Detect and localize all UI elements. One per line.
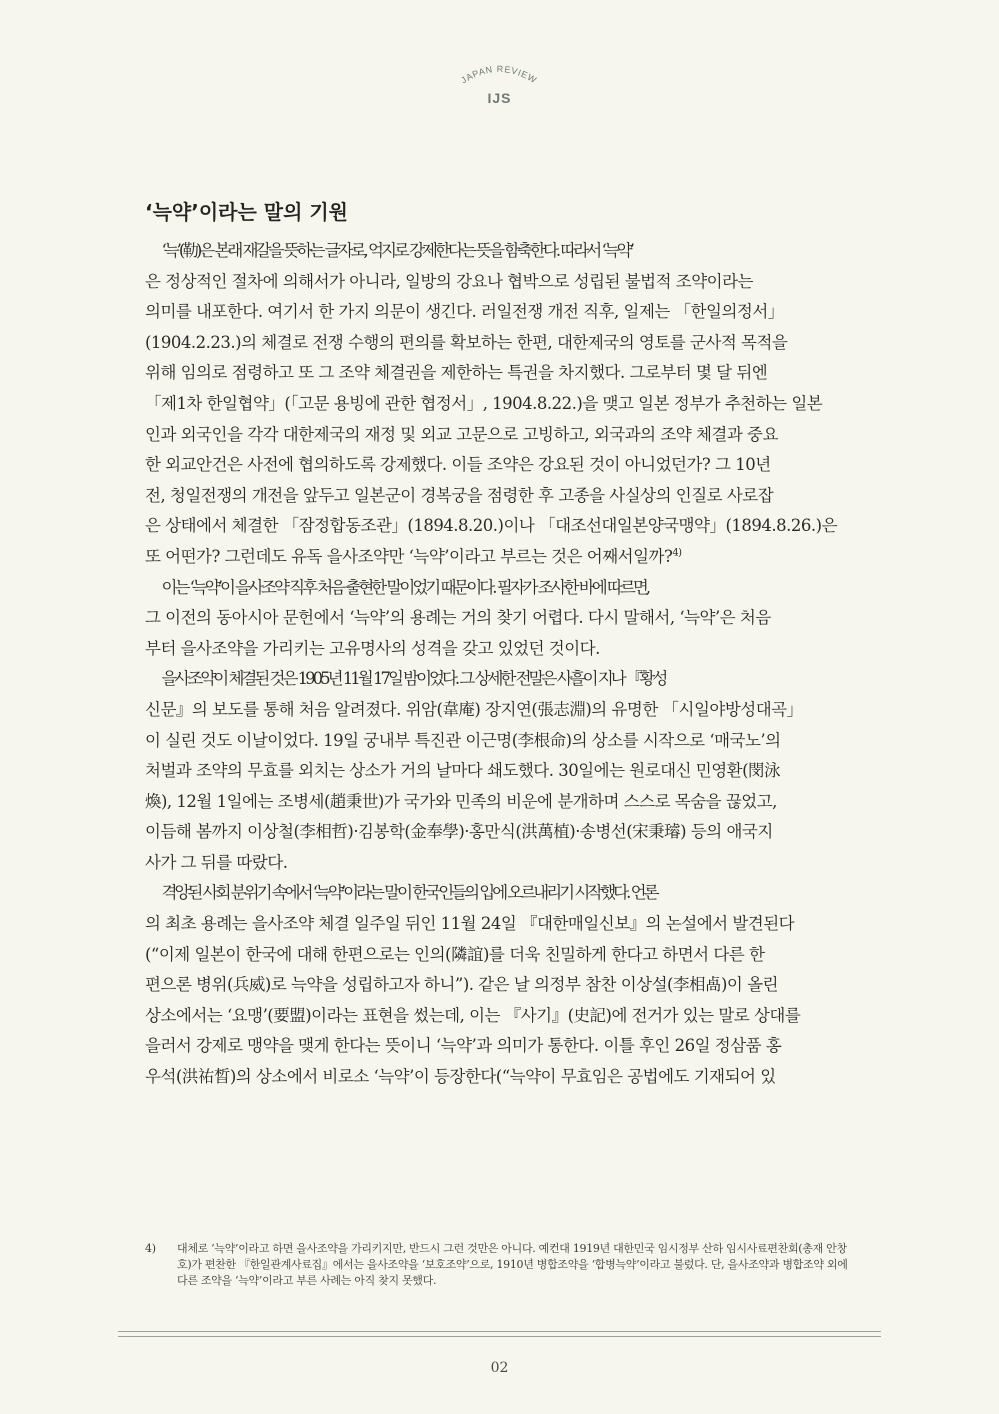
text-line: 전, 청일전쟁의 개전을 앞두고 일본군이 경복궁을 점령한 후 고종을 사실상의 인질로 사로잡	[145, 485, 774, 505]
text-line: 「제1차 한일협약」(「고문 용빙에 관한 협정서」, 1904.8.22.)을 맺고 일본 정부가 추천하는 일본	[145, 393, 823, 413]
text-line: 은 정상적인 절차에 의해서가 아니라, 일방의 강요나 협박으로 성립된 불법적 조약이라는	[145, 271, 753, 291]
text-line: 신문』의 보도를 통해 처음 알려졌다. 위암(韋庵) 장지연(張志淵)의 유명한 「시일야방성대곡」	[145, 699, 803, 719]
footnote-ref[interactable]: 4)	[672, 547, 682, 559]
text-line: 이는 ‘늑약’이 을사조약 직후 처음 출현한 말이었기 때문이다. 필자가 조사한 바에 따르면,	[161, 577, 649, 597]
text-line: ‘늑’(勒)은 본래 재갈을 뜻하는 글자로, 억지로 강제한다는 뜻을 함축한다. 따라서 ‘늑약’	[161, 241, 632, 260]
text-line: 격앙된 사회 분위기 속에서 ‘늑약’이라는 말이 한국인들의 입에 오르내리기 시작했다. 언론	[161, 883, 657, 903]
journal-logo-arc	[443, 50, 555, 94]
article-body	[145, 236, 857, 1093]
text-line: 이듬해 봄까지 이상철(李相哲)·김봉학(金奉學)·홍만식(洪萬植)·송병선(宋秉璿) 등의 애국지	[145, 822, 773, 842]
text-line: 煥), 12월 1일에는 조병세(趙秉世)가 국가와 민족의 비운에 분개하며 스스로 목숨을 끊었고,	[145, 791, 777, 811]
text-line: 편으론 병위(兵威)로 늑약을 성립하고자 하니”). 같은 날 의정부 참찬 이상설(李相卨)이 올린	[145, 975, 778, 995]
paragraph	[145, 573, 857, 665]
text-line: 상소에서는 ‘요맹’(要盟)이라는 표현을 썼는데, 이는 『사기』(史記)에 전거가 있는 말로 상대를	[145, 1005, 801, 1025]
journal-logo: IJS	[487, 90, 512, 106]
text-line: 처벌과 조약의 무효를 외치는 상소가 거의 날마다 쇄도했다. 30일에는 원로대신 민영환(閔泳	[145, 761, 781, 781]
text-line: (“이제 일본이 한국에 대해 한편으로는 인의(隣誼)를 더욱 친밀하게 한다고 하면서 다른 한	[145, 944, 765, 964]
text-line: 은 상태에서 체결한 「잠정합동조관」(1894.8.20.)이나 「대조선대일본양국맹약」(1894.8.26.)은	[145, 516, 838, 536]
text-line: 의 최초 용례는 을사조약 체결 일주일 뒤인 11월 24일 『대한매일신보』의 논설에서 발견된다	[145, 914, 795, 934]
text-line: 또 어떤가? 그런데도 유독 을사조약만 ‘늑약’이라고 부르는 것은 어째서일까?$^{4)}$	[145, 546, 682, 566]
footnote-number: 4)	[145, 1242, 156, 1255]
paragraph	[145, 236, 857, 573]
text-line: 을사조약이 체결된 것은 1905년 11월 17일 밤이었다. 그 상세한 전말은 사흘이 지나 『황성	[161, 669, 666, 689]
text-line: (1904.2.23.)의 체결로 전쟁 수행의 편의를 확보하는 한편, 대한제국의 영토를 군사적 목적을	[145, 332, 788, 352]
text-line: 이 실린 것도 이날이었다. 19일 궁내부 특진관 이근명(李根命)의 상소를 시작으로 ‘매국노’의	[145, 730, 781, 750]
text-line: 을러서 강제로 맹약을 맺게 한다는 뜻이니 ‘늑약’과 의미가 통한다. 이틀 후인 26일 정삼품 홍	[145, 1036, 782, 1056]
footer-rule-top	[118, 1331, 881, 1332]
footnote-text: 대체로 ‘늑약’이라고 하면 을사조약을 가리키지만, 반드시 그런 것만은 아니다. 예컨대 1919년 대한민국 임시정부 산하 임시사료편찬회(총재 안창호)가 편찬한 『한일관계사료집』에서는 을사조약을 ‘보호조약’으로, 1910년 병합조약을 ‘합병늑약’이라고 불렀다. 단, 을사조약과 병합조약 외에 다른 조약을 ‘늑약’이라고 부른 사례는 아직 찾지 못했다.	[177, 1242, 848, 1287]
footer-rule-bottom	[118, 1336, 881, 1337]
text-line: 한 외교안건은 사전에 협의하도록 강제했다. 이들 조약은 강요된 것이 아니었던가? 그 10년	[145, 455, 771, 475]
text-line: 위해 임의로 점령하고 또 그 조약 체결권을 제한하는 특권을 차지했다. 그로부터 몇 달 뒤엔	[145, 363, 768, 383]
text-line: 의미를 내포한다. 여기서 한 가지 의문이 생긴다. 러일전쟁 개전 직후, 일제는 「한일의정서」	[145, 302, 784, 322]
page-number: 02	[490, 1360, 509, 1376]
journal-arc-text: JAPAN REVIEW	[459, 63, 539, 86]
paragraph	[145, 664, 857, 878]
footnote	[145, 1241, 857, 1289]
text-line: 우석(洪祐晳)의 상소에서 비로소 ‘늑약’이 등장한다(“늑약이 무효임은 공법에도 기재되어 있	[145, 1067, 776, 1087]
text-line: 사가 그 뒤를 따랐다.	[145, 852, 288, 872]
paragraph	[145, 878, 857, 1092]
section-title: ‘늑약’이라는 말의 기원	[145, 200, 349, 224]
text-line: 인과 외국인을 각각 대한제국의 재정 및 외교 고문으로 고빙하고, 외국과의 조약 체결과 중요	[145, 424, 778, 444]
text-line: 부터 을사조약을 가리키는 고유명사의 성격을 갖고 있었던 것이다.	[145, 638, 600, 658]
text-line: 그 이전의 동아시아 문헌에서 ‘늑약’의 용례는 거의 찾기 어렵다. 다시 말해서, ‘늑약’은 처음	[145, 608, 771, 628]
